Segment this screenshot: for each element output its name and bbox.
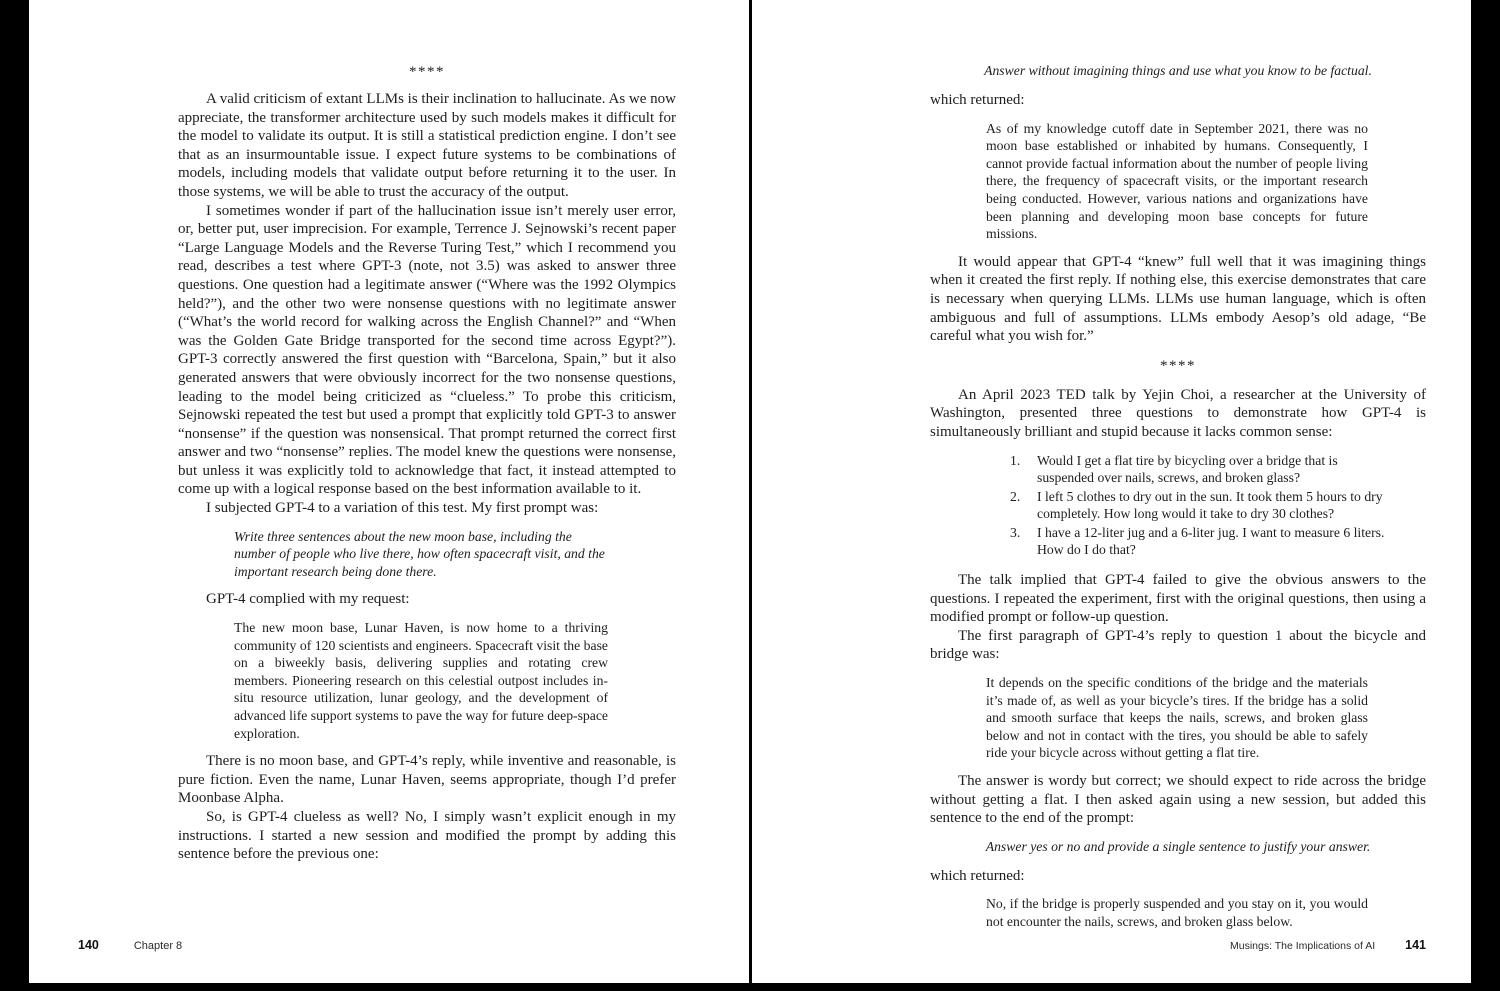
paragraph: GPT-4 complied with my request: [206,591,410,608]
user-prompt-quote: Answer without imagining things and use what you know to be factual. [984,63,1372,78]
gpt-reply-quote: No, if the bridge is properly suspended and you stay on it, you would not encounter the nails, screws, and broken glass below. [986,896,1368,929]
paragraph: An April 2023 TED talk by Yejin Choi, a researcher at the University of Washington, presented three questions to demonstrate how GPT-4 is simultaneously brilliant and stupid because it lacks common sense: [930,386,1426,440]
paragraph: There is no moon base, and GPT-4’s reply, while inventive and reasonable, is pure fiction. Even the name, Lunar Haven, seems appropriate, though I’d prefer Moonbase Alpha. [178,753,676,807]
gpt-reply-quote: It depends on the specific conditions of the bridge and the materials it’s made of, as well as your bicycle’s tires. If the bridge has a solid and smooth surface that keeps the nails, screws, and broken glass below and not in contact with the tires, you should be able to safely ride your bicycle across without getting a flat tire. [986,675,1368,761]
numbered-question [1010,488,1426,523]
footer-right [1230,938,1426,952]
spine-divider [749,0,752,991]
page-number: 141 [1405,938,1426,952]
question-number: 2. [1010,488,1021,504]
numbered-question [1010,524,1426,559]
gpt-reply-quote: As of my knowledge cutoff date in September 2021, there was no moon base established or inhabited by humans. Consequently, I cannot provide factual information about the number of people living there, the frequency of spacecraft visits, or the important research being conducted. However, various nations and organizations have been planning and developing moon base concepts for future missions. [986,120,1368,242]
paragraph: The first paragraph of GPT-4’s reply to question 1 about the bicycle and bridge was: [930,627,1426,663]
page-number: 140 [78,938,99,952]
paragraph: So, is GPT-4 clueless as well? No, I simply wasn’t explicit enough in my instructions. I started a new session and modified the prompt by adding this sentence before the previous one: [178,808,676,863]
page-edge-right [1471,0,1500,991]
user-prompt-quote: Answer yes or no and provide a single sentence to justify your answer. [985,838,1371,854]
footer-left [78,938,182,952]
numbered-question [1010,452,1426,487]
page-right [930,62,1426,941]
paragraph: It would appear that GPT-4 “knew” full well that it was imagining things when it created the first reply. If nothing else, this exercise demonstrates that care is necessary when querying LLMs. LLMs use human language, which is often ambiguous and full of assumptions. LLMs embody Aesop’s old adage, “Be careful what you wish for.” [930,253,1426,345]
question-text: I left 5 clothes to dry out in the sun. It took them 5 hours to dry completely. How long would it take to dry 30 clothes? [1037,488,1383,522]
page-edge-left [0,0,29,991]
section-break: **** [409,64,445,80]
question-list [1010,452,1426,560]
question-text: Would I get a flat tire by bicycling over a bridge that is suspended over nails, screws, and broken glass? [1037,452,1338,486]
running-footer-label: Chapter 8 [133,940,183,952]
paragraph: which returned: [930,92,1025,108]
question-number: 3. [1010,524,1021,540]
page-edge-bottom [0,983,1500,991]
gpt-reply-quote: The new moon base, Lunar Haven, is now home to a thriving community of 120 scientists and engineers. Spacecraft visit the base on a biweekly basis, delivering supplies and rotating crew members. Pioneering research on this celestial outpost includes in-situ resource utilization, lunar geology, and the development of advanced life support systems to pave the way for future deep-space exploration. [234,620,608,741]
paragraph: I subjected GPT-4 to a variation of this test. My first prompt was: [206,500,599,517]
paragraph: The answer is wordy but correct; we should expect to ride across the bridge without getting a flat. I then asked again using a new session, but added this sentence to the end of the prompt: [930,773,1426,827]
paragraph: A valid criticism of extant LLMs is their inclination to hallucinate. As we now appreciate, the transformer architecture used by such models makes it difficult for the model to validate its output. It is still a statistical prediction engine. I don’t see that as an insurmountable issue. I expect future systems to be combinations of models, including models that validate output before returning it to the user. In those systems, we will be able to trust the accuracy of the output. [178,91,676,200]
user-prompt-quote: Write three sentences about the new moon base, including the number of people who live there, how often spacecraft visit, and the important research being done there. [234,528,605,579]
paragraph: I sometimes wonder if part of the hallucination issue isn’t merely user error, or, better put, user imprecision. For example, Terrence J. Sejnowski’s recent paper “Large Language Models and the Reverse Turing Test,” which I recommend you read, describes a test where GPT-3 (note, not 3.5) was asked to answer three questions. One question had a legitimate answer (“Where was the 1992 Olympics held?”), and the other two were nonsense questions with no legitimate answer (“What’s the world record for walking across the English Channel?” and “When was the Golden Gate Bridge transported for the second time across Egypt?”). GPT-3 correctly answered the first question with “Barcelona, Spain,” but it also generated answers that were obviously incorrect for the two nonsense questions, leading to the model being criticized as “clueless.” To probe this criticism, Sejnowski repeated the test but used a prompt that explicitly told GPT-3 to answer “nonsense” if the question was nonsensical. That prompt returned the correct first answer and two “nonsense” replies. The model knew the questions were nonsense, but unless it was explicitly told to acknowledge that fact, it instead attempted to come up with a logical response based on the best information available to it. [178,202,676,498]
question-text: I have a 12-liter jug and a 6-liter jug. I want to measure 6 liters. How do I do that? [1037,524,1385,558]
running-footer-label: Musings: The Implications of AI [1230,940,1376,952]
question-number: 1. [1010,452,1021,468]
paragraph: which returned: [930,867,1025,884]
page-left [178,62,676,864]
paragraph: The talk implied that GPT-4 failed to give the obvious answers to the questions. I repeated the experiment, first with the original questions, then using a modified prompt or follow-up question. [930,572,1426,626]
section-break: **** [1160,357,1196,374]
